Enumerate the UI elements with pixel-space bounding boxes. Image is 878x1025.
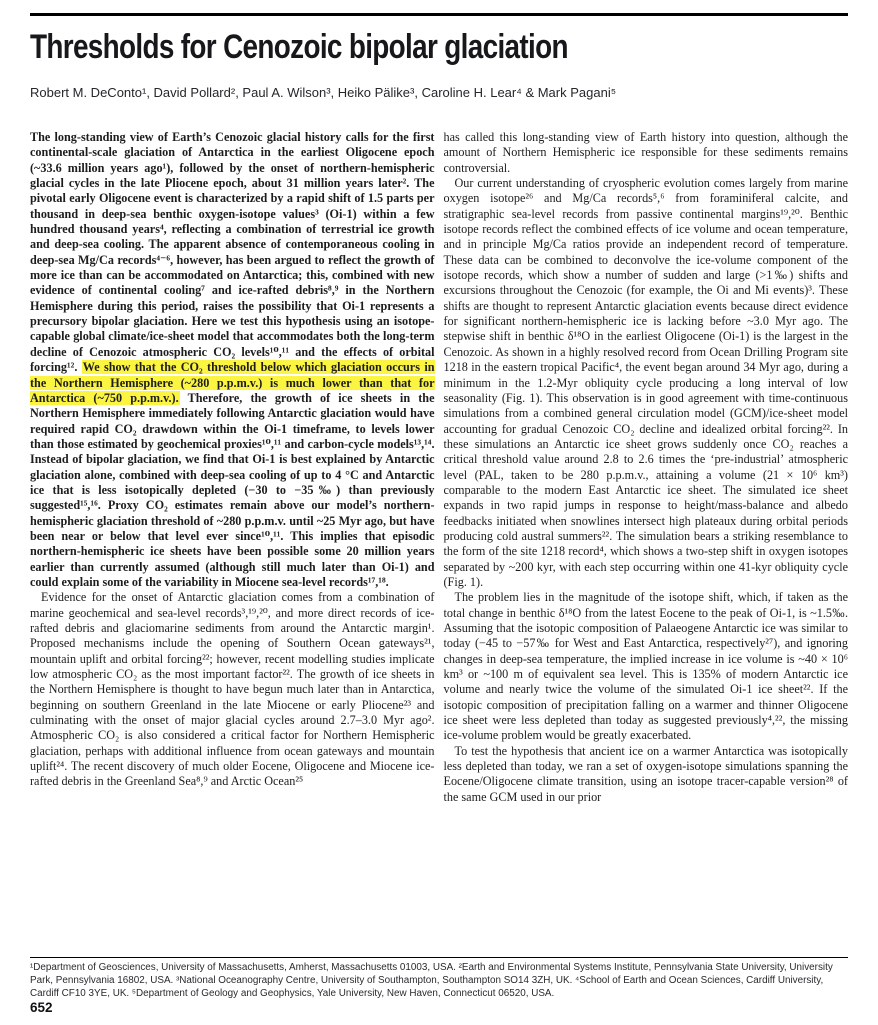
body-paragraph: has called this long-standing view of Earth history into question, although the amount of Northern Hemispheric ice responsible for these sediments remains controversial. xyxy=(443,130,848,175)
page-title: Thresholds for Cenozoic bipolar glaciation xyxy=(30,28,568,66)
body-paragraph: Our current understanding of cryospheric evolution comes largely from marine oxygen isotope²⁶ and Mg/Ca records⁵,⁶ from foraminiferal calcite, and stratigraphic sea-level records from passive continental margins¹⁹,²⁰. Benthic isotope records reflect the combined effects of ice volume and ocean temperature, and in principle Mg/Ca ratios provide an independent record of temperature. These data can be combined to deconvolve the ice-volume component of the isotope records, which show a number of sudden and large (>1‰) shifts and excursions throughout the Cenozoic (for example, the Oi and Mi events)³. These shifts are thought to represent Antarctic glaciation events because direct evidence for significant northern-hemispheric ice is lacking before ~3.0 Myr ago. The stepwise shift in benthic δ¹⁸O in the earliest Oligocene (Oi-1) is the largest in the Cenozoic. As shown in a highly resolved record from Ocean Drilling Program site 1218 in the eastern tropical Pacific⁴, the event began around 34 Myr ago, during a minimum in the 1.2-Myr obliquity cycle producing a long interval of low seasonality (Fig. 1). This observation is in good agreement with time-continuous simulations from a combined general circulation model (GCM)/ice-sheet model accounting for gradual Cenozoic CO₂ decline and idealized orbital forcing²². In these simulations an Antarctic ice sheet grows suddenly once CO₂ reaches a critical threshold value around 2.8 to 2.6 times the ‘pre-industrial’ atmospheric level (PAL, taken to be 280 p.p.m.v., attaining a volume (21 × 10⁶ km³) comparable to the modern East Antarctic ice sheet. The simulated ice sheet expands in two rapid jumps in response to height/mass-balance and albedo feedbacks initiated when snowlines intersect high plateaux during orbital periods producing cold austral summers²². The simulation bears a striking resemblance to the form of the site 1218 record⁴, which shows a two-step shift in oxygen isotopes separated by ~200 kyr, with each step occurring within one 41-kyr obliquity cycle (Fig. 1). xyxy=(443,176,848,589)
authors-line: Robert M. DeConto¹, David Pollard², Paul A. Wilson³, Heiko Pälike³, Caroline H. Lear⁴ & Mark Pagani⁵ xyxy=(30,85,617,100)
top-rule xyxy=(30,13,848,16)
article-body xyxy=(30,130,848,805)
affiliations-text: ¹Department of Geosciences, University of Massachusetts, Amherst, Massachusetts 01003, USA. ²Earth and Environmental Systems Institute, Pennsylvania State University, University Park, Pennsylvania 16802, USA. ³National Oceanography Centre, University of Southampton, Southampton SO14 3ZH, UK. ⁴School of Earth and Ocean Sciences, Cardiff University, Cardiff CF10 3YE, UK. ⁵Department of Geology and Geophysics, Yale University, New Haven, Connecticut 06520, USA. xyxy=(30,962,833,999)
abstract-paragraph xyxy=(30,130,435,590)
body-paragraph: The problem lies in the magnitude of the isotope shift, which, if taken as the total change in benthic δ¹⁸O from the latest Eocene to the peak of Oi-1, is ~1.5‰. Assuming that the isotopic composition of Palaeogene Antarctic ice was similar to today (−45 to −57‰ for West and East Antarctica, respectively²⁷), and ignoring changes in deep-sea temperature, the implied increase in ice volume is ~40 × 10⁶ km³ or ~100 m of equivalent sea level. This is 135% of modern Antarctic ice volume and nearly twice the volume of the simulated Oi-1 ice sheet²². If the isotopic composition of precipitation falling on a warmer and thinner Oligocene ice sheet were less depleted than today as suggested previously⁴,²², the missing ice-volume problem would be greatly exacerbated. xyxy=(443,590,848,743)
abstract-text-after-highlight: Therefore, the growth of ice sheets in the Northern Hemisphere immediately following Antarctic glaciation would have required rapid CO₂ drawdown within the Oi-1 timeframe, to levels lower than those estimated by geochemical proxies¹⁰,¹¹ and carbon-cycle models¹³,¹⁴. Instead of bipolar glaciation, we find that Oi-1 is best explained by Antarctic glaciation alone, combined with deep-sea cooling of up to 4 °C and Antarctic ice that is less isotopically depleted (−30 to −35‰) than previously suggested¹⁵,¹⁶. Proxy CO₂ estimates remain above our model’s northern-hemispheric glaciation threshold of ~280 p.p.m.v. until ~25 Myr ago, but have been near or below that level ever since¹⁰,¹¹. This implies that episodic northern-hemispheric ice sheets have been possible some 20 million years earlier than currently assumed (although still much later than Oi-1) and could explain some of the variability in Miocene sea-level records¹⁷,¹⁸. xyxy=(30,390,435,589)
abstract-text-before-highlight: The long-standing view of Earth’s Cenozoic glacial history calls for the first continental-scale glaciation of Antarctica in the earliest Oligocene epoch (~33.6 million years ago¹), followed by the onset of northern-hemispheric glacial cycles in the late Pliocene epoch, about 31 million years later². The pivotal early Oligocene event is characterized by a rapid shift of 1.5 parts per thousand in deep-sea benthic oxygen-isotope values³ (Oi-1) within a few hundred thousand years⁴, reflecting a combination of terrestrial ice growth and deep-sea cooling. The apparent absence of contemporaneous cooling in deep-sea Mg/Ca records⁴⁻⁶, however, has been argued to reflect the growth of more ice than can be accommodated on Antarctica; this, combined with new evidence of continental cooling⁷ and ice-rafted debris⁸,⁹ in the Northern Hemisphere during this period, raises the possibility that Oi-1 represents a precursory bipolar glaciation. Here we test this hypothesis using an isotope-capable global climate/ice-sheet model that accommodates both the long-term decline of Cenozoic atmospheric CO₂ levels¹⁰,¹¹ and the effects of orbital forcing¹². xyxy=(30,130,435,375)
body-paragraph: To test the hypothesis that ancient ice on a warmer Antarctica was isotopically less depleted than today, we ran a set of oxygen-isotope simulations spanning the Eocene/Oligocene climate transition, using an isotope tracer-capable version²⁸ of the same GCM used in our prior xyxy=(443,743,848,804)
affiliations-footnote xyxy=(30,957,848,1000)
right-column xyxy=(444,130,849,805)
body-paragraph: Evidence for the onset of Antarctic glaciation comes from a combination of marine geochemical and sea-level records³,¹⁹,²⁰, and more direct records of ice-rafted debris and glaciomarine sediments from around the Antarctic margin¹. Proposed mechanisms include the opening of Southern Ocean gateways²¹, mountain uplift and orbital forcing²²; however, recent modelling studies implicate low atmospheric CO₂ as the most important factor²². The growth of ice sheets in the Northern Hemisphere is thought to have begun much later than in Antarctica, beginning on southern Greenland in the late Miocene or early Pliocene²³ and culminating with the onset of major glacial cycles around 2.7–3.0 Myr ago². Atmospheric CO₂ is also considered a critical factor for Northern Hemispheric glaciation, perhaps with additional influence from ocean gateways and mountain uplift²⁴. The recent discovery of much older Eocene, Oligocene and Miocene ice-rafted debris in the Greenland Sea⁸,⁹ and Arctic Ocean²⁵ xyxy=(30,590,435,789)
left-column xyxy=(30,130,435,805)
highlighted-sentence: We show that the CO₂ threshold below which glaciation occurs in the Northern Hemisphere (~280 p.p.m.v.) is much lower than that for Antarctica (~750 p.p.m.v.). xyxy=(30,360,435,405)
page-number: 652 xyxy=(30,1000,53,1015)
